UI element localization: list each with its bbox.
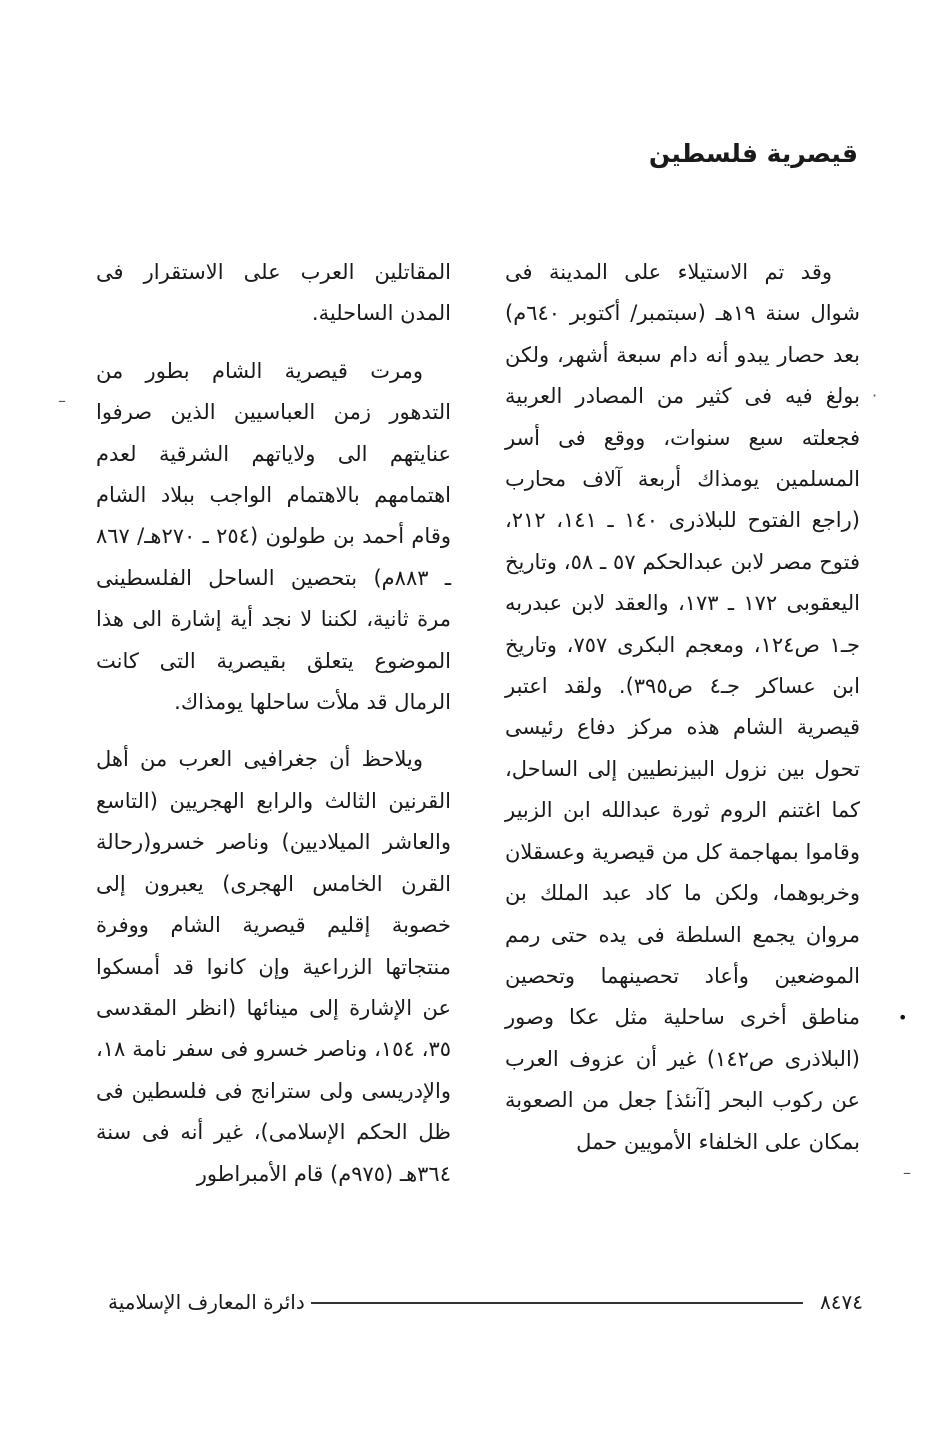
paragraph-continuation: المقاتلين العرب على الاستقرار فى المدن الساحلية.: [96, 260, 451, 326]
paragraph-conquest: وقد تم الاستيلاء على المدينة فى شوال سنة ١٩هـ (سبتمبر/ أكتوبر ٦٤٠م) بعد حصار يبدو أنه دام سبعة أشهر، ولكن بولغ فيه فى كثير من المصادر العربية فجعلته سبع سنوات، ووقع فى أسر المسلمين يومذاك أربعة آلاف محارب (راجع الفتوح للبلاذرى ١٤٠ ـ ١٤١، ٢١٢، فتوح مصر لابن عبدالحكم ٥٧ ـ ٥٨، وتاريخ اليعقوبى ١٧٢ ـ ١٧٣، والعقد لابن عبدربه جـ١ ص١٢٤، ومعجم البكرى ٧٥٧، وتاريخ ابن عساكر جـ٤ ص٣٩٥). ولقد اعتبر قيصرية الشام هذه مركز دفاع رئيسى تحول بين نزول البيزنطيين إلى الساحل، كما اغتنم الروم ثورة عبدالله ابن الزبير وقاموا بمهاجمة كل من قيصرية وعسقلان وخربوهما، ولكن ما كاد عبد الملك بن مروان يجمع السلطة فى يده حتى رمم الموضعين وأعاد تحصينهما وتحصين مناطق أخرى ساحلية مثل عكا وصور (البلاذرى ص١٤٢) غير أن عزوف العرب عن ركوب البحر [آنئذ] جعل من الصعوبة بمكان على الخلفاء الأمويين حمل: [505, 260, 860, 1154]
publication-title: دائرة المعارف الإسلامية: [108, 1290, 305, 1314]
paragraph-geographers: ويلاحظ أن جغرافيى العرب من أهل القرنين الثالث والرابع الهجريين (التاسع والعاشر الميلاديين) وناصر خسرو(رحالة القرن الخامس الهجرى) يعبرون إلى خصوبة إقليم قيصرية الشام ووفرة منتجاتها الزراعية وإن كانوا قد أمسكوا عن الإشارة إلى مينائها (انظر المقدسى ٣٥، ١٥٤، وناصر خسرو فى سفر نامة ١٨، والإدريسى ولى سترانج فى فلسطين فى ظل الحكم الإسلامى)، غير أنه فى سنة ٣٦٤هـ (٩٧٥م) قام الأمبراطور: [96, 747, 451, 1186]
right-column: [505, 252, 860, 1163]
page-number: ٨٤٧٤: [820, 1290, 863, 1314]
margin-dash-mark: –: [58, 391, 66, 410]
margin-dash-mark-lower: –: [903, 1163, 911, 1182]
left-column: [96, 252, 451, 1195]
paragraph-abbasid-decline: ومرت قيصرية الشام بطور من التدهور زمن العباسيين الذين صرفوا عنايتهم الى ولاياتهم الشرقية لعدم اهتمامهم بالاهتمام الواجب ببلاد الشام وقام أحمد بن طولون (٢٥٤ ـ ٢٧٠هـ/ ٨٦٧ ـ ٨٨٣م) بتحصين الساحل الفلسطينى مرة ثانية، لكننا لا نجد أية إشارة الى هذا الموضوع يتعلق بقيصرية التى كانت الرمال قد ملأت ساحلها يومذاك.: [96, 358, 451, 715]
footer-rule: [311, 1302, 803, 1304]
margin-bullet-mark: •: [898, 1008, 908, 1027]
margin-dot-mark: ·: [872, 386, 878, 405]
running-title: قيصرية فلسطين: [648, 139, 858, 168]
page-footer: [0, 1285, 933, 1325]
